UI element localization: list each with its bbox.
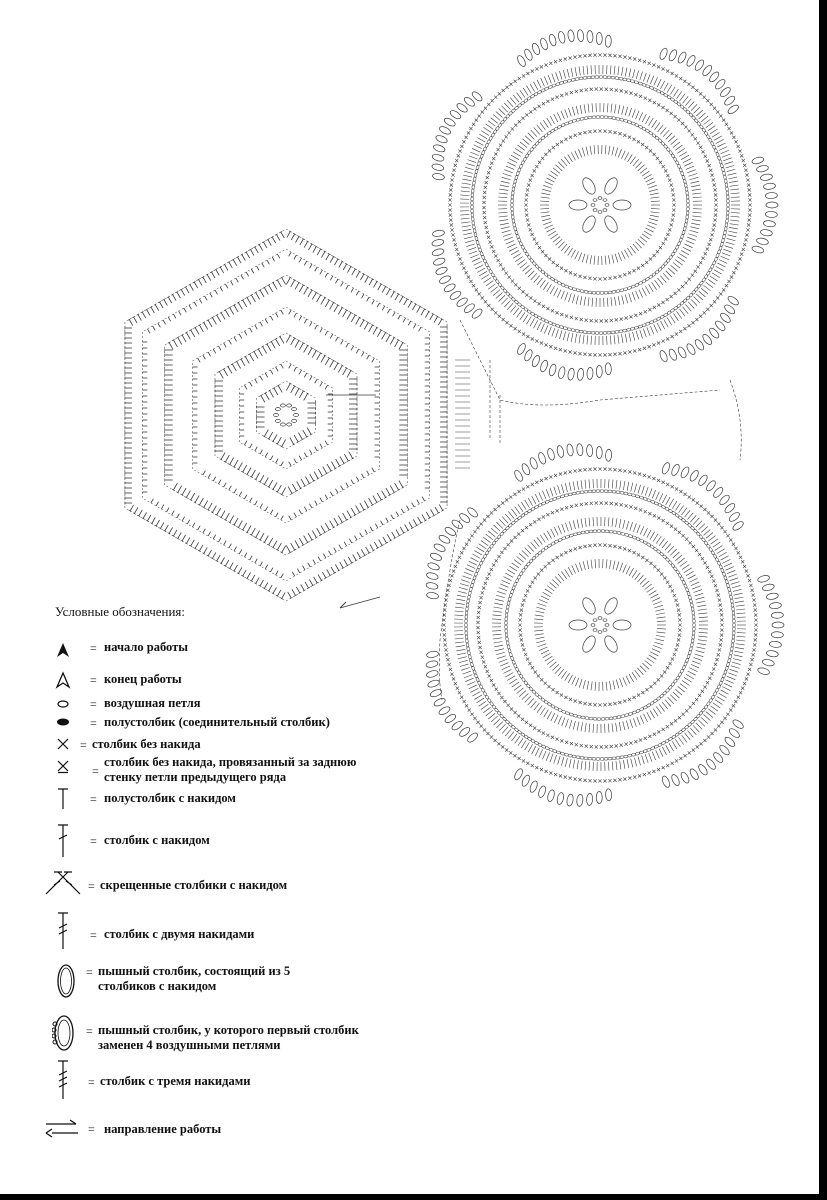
legend-equals: = [88,1075,95,1089]
legend-item-slip: полустолбик (соединительный столбик) [104,715,330,729]
legend-equals: = [80,738,87,752]
chain-stitch-icon [56,699,70,709]
end-arrow-icon [55,671,71,689]
legend-equals: = [88,1122,95,1136]
legend-equals: = [90,834,97,848]
slip-stitch-icon [55,717,71,727]
legend-item-puff-chain-line2: заменен 4 воздушными петлями [98,1038,281,1052]
legend-equals: = [90,697,97,711]
legend-item-crossed-dc: скрещенные столбики с накидом [100,878,288,892]
work-direction-icon [44,1118,80,1140]
treble-crochet-icon [56,912,70,950]
legend-item-hdc: полустолбик с накидом [104,791,236,805]
legend-equals: = [88,879,95,893]
legend-item-dtr: столбик с тремя накидами [100,1074,251,1088]
double-crochet-icon [56,824,70,858]
legend-item-sc-back-loop: столбик без накида, провязанный за заднюю [104,755,357,769]
single-crochet-icon [57,738,69,750]
half-double-crochet-icon [57,788,69,810]
crossed-double-crochet-icon [44,870,82,896]
start-arrow-icon [55,641,71,659]
legend-item-direction: направление работы [104,1122,222,1136]
legend-item-dc: столбик с накидом [104,833,210,847]
legend-equals: = [90,673,97,687]
legend-equals: = [86,1024,93,1038]
legend-equals: = [92,764,99,778]
legend-equals: = [90,641,97,655]
single-crochet-back-loop-icon [57,760,69,774]
legend-item-start: начало работы [104,640,189,654]
legend-item-puff-chain: пышный столбик, у которого первый столбик [98,1023,359,1037]
legend-item-tr: столбик с двумя накидами [104,927,255,941]
legend-title: Условные обозначения: [55,604,186,619]
legend-equals: = [90,716,97,730]
legend-item-sc-back-loop-line2: стенку петли предыдущего ряда [104,770,287,784]
legend-equals: = [90,792,97,806]
legend-item-puff-line2: столбиков с накидом [98,979,217,993]
legend-equals: = [90,928,97,942]
legend-item-chain: воздушная петля [104,696,201,710]
legend-item-puff: пышный столбик, состоящий из 5 [98,964,291,978]
puff-stitch-icon [56,962,76,1000]
puff-stitch-chain-icon [52,1012,76,1054]
double-treble-crochet-icon [56,1060,70,1100]
legend-equals: = [86,965,93,979]
legend-item-end: конец работы [104,672,182,686]
legend-item-sc: столбик без накида [92,737,201,751]
